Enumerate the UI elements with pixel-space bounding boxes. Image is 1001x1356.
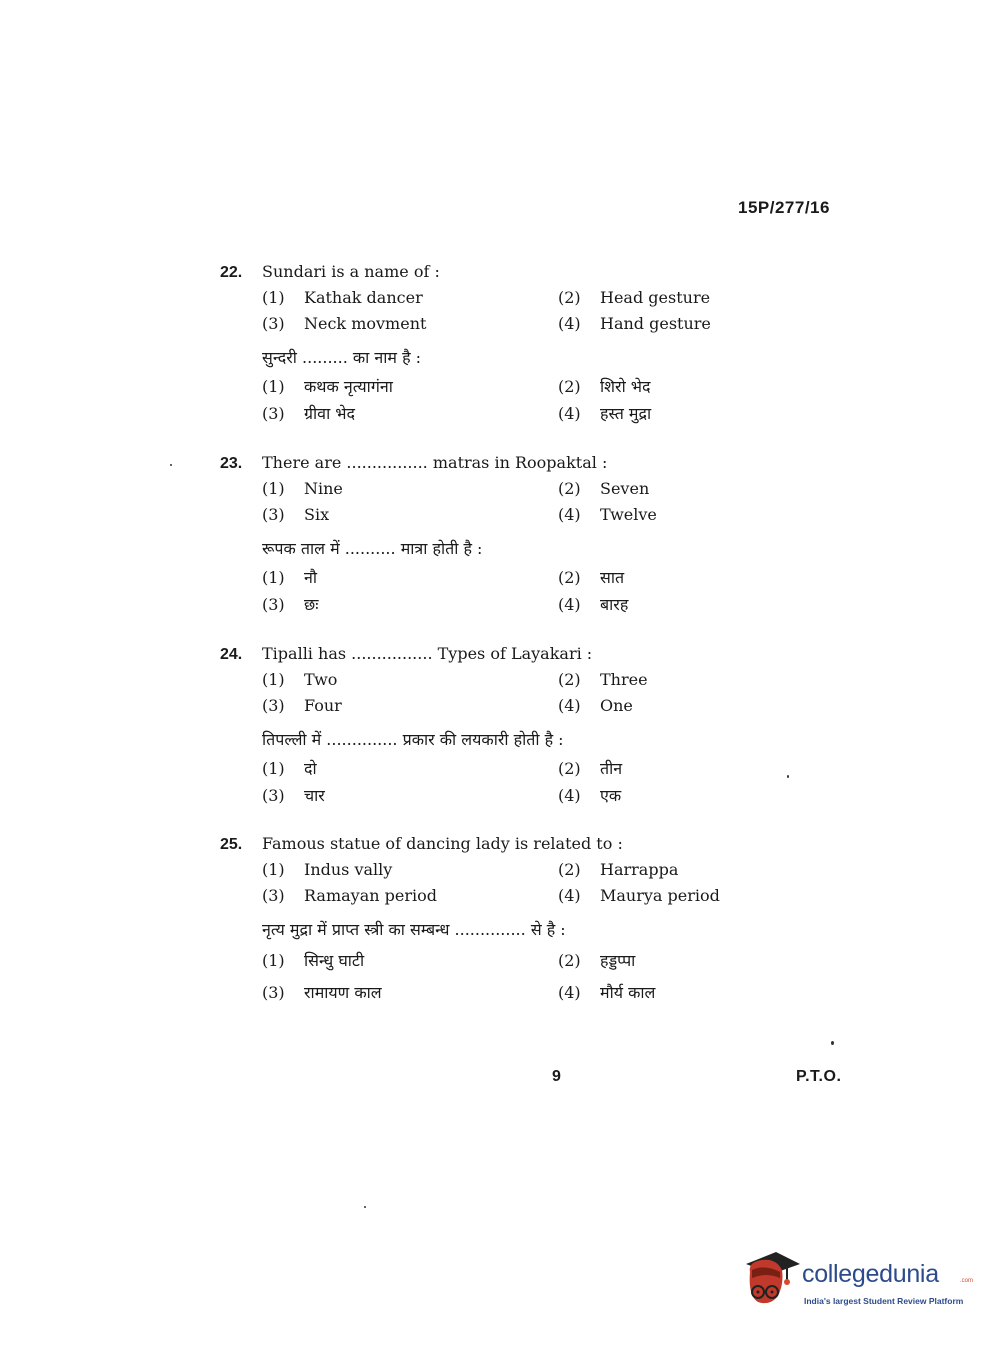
option-2-hindi: (2) हड्डप्पा: [558, 951, 636, 970]
question-text-hindi: सुन्दरी ......... का नाम है :: [262, 348, 422, 367]
question-stem: [220, 641, 760, 667]
question-stem: [220, 450, 760, 476]
option-3-hindi: (3) रामायण काल: [262, 983, 382, 1002]
option-row-hindi: [220, 945, 760, 977]
question-stem: [220, 259, 760, 285]
option-2: (2) Harrappa: [558, 860, 679, 879]
option-row: [220, 476, 760, 502]
option-4-hindi: (4) एक: [558, 786, 622, 805]
question-text: Tipalli has ................ Types of Layakari :: [262, 644, 593, 663]
question-text-hindi: नृत्य मुद्रा में प्राप्त स्त्री का सम्बन्ध .............. से है :: [262, 920, 566, 939]
option-row-hindi: [220, 782, 760, 809]
question-text-hindi: रूपक ताल में .......... मात्रा होती है :: [262, 539, 483, 558]
option-row-hindi: [220, 977, 760, 1009]
question-number: 22.: [220, 264, 243, 281]
option-4-hindi: (4) बारह: [558, 595, 629, 614]
option-2-hindi: (2) तीन: [558, 759, 623, 778]
option-row-hindi: [220, 400, 760, 427]
option-2-hindi: (2) सात: [558, 568, 625, 587]
option-1: (1) Nine: [262, 479, 343, 498]
option-row: [220, 883, 760, 909]
option-4: (4) Hand gesture: [558, 314, 711, 333]
option-row: [220, 285, 760, 311]
question-text: There are ................ matras in Roopaktal :: [262, 453, 608, 472]
option-row-hindi: [220, 564, 760, 591]
option-4: (4) Maurya period: [558, 886, 720, 905]
option-row: [220, 857, 760, 883]
question-22: [220, 259, 760, 427]
option-3-hindi: (3) चार: [262, 786, 325, 805]
logo-brand-text: collegedunia: [802, 1260, 939, 1288]
option-1: (1) Indus vally: [262, 860, 393, 879]
question-text-hindi: तिपल्ली में .............. प्रकार की लयकारी होती है :: [262, 730, 564, 749]
option-3: (3) Four: [262, 696, 342, 715]
scan-speck: [831, 1041, 834, 1045]
option-1-hindi: (1) दो: [262, 759, 317, 778]
logo-domain-suffix: .com: [960, 1278, 974, 1284]
option-1-hindi: (1) नौ: [262, 568, 318, 587]
option-row: [220, 311, 760, 337]
option-2-hindi: (2) शिरो भेद: [558, 377, 651, 396]
scan-speck: [170, 464, 172, 466]
collegedunia-logo: [742, 1250, 972, 1320]
question-stem: [220, 831, 760, 857]
question-23: [220, 450, 760, 618]
option-3-hindi: (3) छः: [262, 595, 319, 614]
question-text: Famous statue of dancing lady is related to :: [262, 834, 623, 853]
option-4-hindi: (4) मौर्य काल: [558, 983, 656, 1002]
question-25: [220, 831, 760, 1009]
option-row: [220, 502, 760, 528]
scan-speck: [787, 775, 789, 778]
option-3: (3) Ramayan period: [262, 886, 437, 905]
option-row-hindi: [220, 591, 760, 618]
question-number: 25.: [220, 836, 243, 853]
logo-tagline: India's largest Student Review Platform: [804, 1296, 964, 1306]
question-number: 23.: [220, 455, 243, 472]
option-4: (4) Twelve: [558, 505, 657, 524]
question-text: Sundari is a name of :: [262, 262, 440, 281]
option-1-hindi: (1) कथक नृत्यागंना: [262, 377, 393, 396]
option-3: (3) Six: [262, 505, 330, 524]
option-1: (1) Kathak dancer: [262, 288, 423, 307]
option-1: (1) Two: [262, 670, 338, 689]
option-4: (4) One: [558, 696, 633, 715]
option-row-hindi: [220, 373, 760, 400]
option-row: [220, 667, 760, 693]
question-24: [220, 641, 760, 809]
option-3-hindi: (3) ग्रीवा भेद: [262, 404, 356, 423]
option-2: (2) Three: [558, 670, 648, 689]
option-2: (2) Head gesture: [558, 288, 711, 307]
question-number: 24.: [220, 646, 243, 663]
option-1-hindi: (1) सिन्धु घाटी: [262, 951, 365, 970]
option-2: (2) Seven: [558, 479, 650, 498]
page-number: 9: [552, 1068, 561, 1085]
scan-speck: [364, 1206, 366, 1208]
option-4-hindi: (4) हस्त मुद्रा: [558, 404, 652, 423]
paper-code: 15P/277/16: [738, 198, 830, 217]
option-3: (3) Neck movment: [262, 314, 427, 333]
mascot-icon: [742, 1250, 802, 1314]
pto-marker: P.T.O.: [796, 1068, 842, 1085]
option-row-hindi: [220, 755, 760, 782]
option-row: [220, 693, 760, 719]
